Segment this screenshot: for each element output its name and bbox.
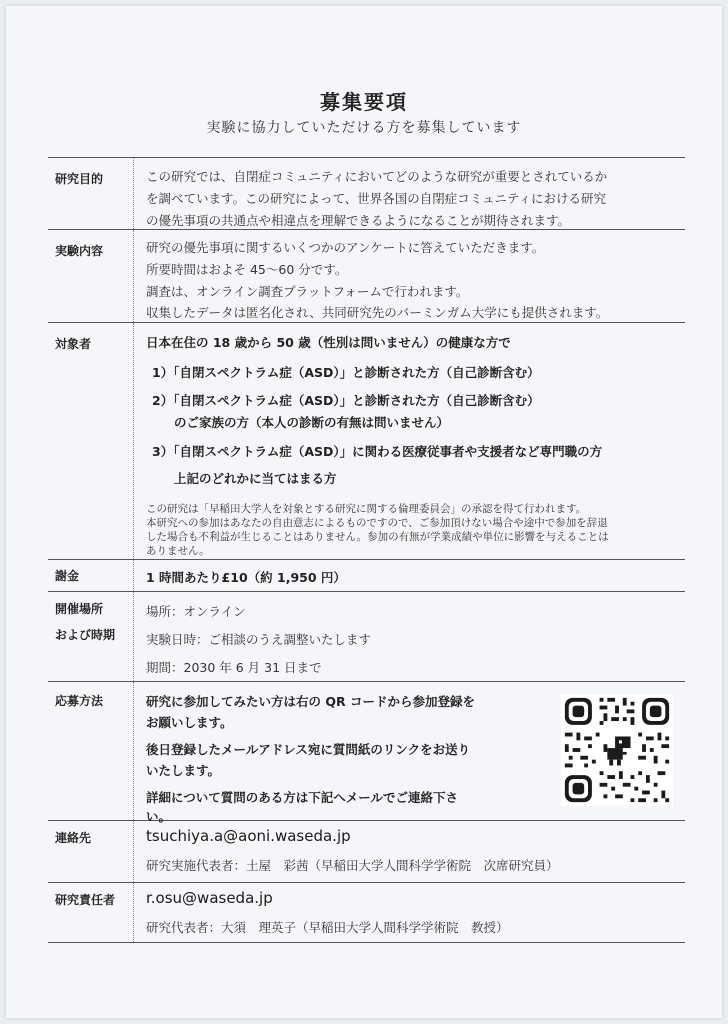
- ethics-note: 本研究への参加はあなたの自由意志によるものですので、ご参加頂けない場合や途中で参加を辞退: [146, 517, 608, 529]
- label-venue-line2: および時期: [55, 628, 116, 642]
- label-content: 実験内容: [48, 230, 134, 322]
- target-item: 1）「自閉スペクトラム症（ASD）」と診断された方（自己診断含む）: [152, 365, 540, 380]
- label-venue: [48, 592, 134, 681]
- row-apply: [48, 682, 685, 824]
- label-contact: 連絡先: [48, 821, 134, 882]
- row-target: [48, 323, 685, 560]
- venue-place: 場所：オンライン: [146, 604, 246, 619]
- apply-line: 詳細について質問のある方は下記へメールでご連絡下さ: [146, 790, 459, 805]
- label-venue-line1: 開催場所: [55, 602, 104, 616]
- reward-content: [146, 560, 681, 591]
- venue-date: 実験日時：ご相談のうえ調整いたします: [146, 632, 372, 647]
- apply-line: い。: [146, 809, 172, 824]
- apply-line: いたします。: [146, 763, 221, 778]
- reward-text: 1 時間あたり£10（約 1,950 円）: [146, 570, 346, 585]
- row-contact: [48, 821, 685, 883]
- responsible-person: 研究代表者：大須 理英子（早稲田大学人間科学学術院 教授）: [146, 920, 509, 935]
- responsible-email-link[interactable]: r.osu@waseda.jp: [146, 889, 273, 907]
- ethics-note: ありません。: [146, 545, 210, 557]
- content-line: 所要時間はおよそ 45～60 分です。: [146, 262, 348, 277]
- purpose-line: の優先事項の共通点や相違点を理解できるようになることが期待されます。: [146, 213, 571, 228]
- target-intro: 日本在住の 18 歳から 50 歳（性別は問いません）の健康な方で: [146, 335, 511, 350]
- responsible-content: [146, 883, 681, 942]
- experiment-content: [146, 230, 681, 322]
- row-purpose: [48, 158, 685, 230]
- target-item: 3）「自閉スペクトラム症（ASD）」に関わる医療従事者や支援者など専門職の方: [152, 444, 603, 459]
- contact-content: [146, 821, 681, 882]
- label-reward: 謝金: [48, 560, 134, 591]
- row-content: [48, 230, 685, 323]
- apply-content: [146, 682, 681, 824]
- target-item: のご家族の方（本人の診断の有無は問いません）: [174, 415, 450, 430]
- label-purpose: 研究目的: [48, 158, 134, 229]
- row-reward: [48, 560, 685, 592]
- target-item: 2）「自閉スペクトラム症（ASD）」と診断された方（自己診断含む）: [152, 393, 540, 408]
- dino-logo-icon: [600, 733, 635, 768]
- ethics-note: した場合も不利益が生じることはありません。参加の有無が学業成績や単位に影響を与えることは: [146, 531, 609, 543]
- contact-email-link[interactable]: tsuchiya.a@aoni.waseda.jp: [146, 827, 351, 845]
- qr-code[interactable]: [561, 694, 673, 806]
- label-apply: 応募方法: [48, 682, 134, 820]
- row-venue: [48, 592, 685, 682]
- label-target: 対象者: [48, 323, 134, 559]
- ethics-note: この研究は「早稲田大学人を対象とする研究に関する倫理委員会」の承認を得て行われます。: [146, 503, 587, 515]
- page-subtitle: 実験に協力していただける方を募集しています: [206, 120, 522, 136]
- content-line: 収集したデータは匿名化され、共同研究先のバーミンガム大学にも提供されます。: [146, 305, 609, 320]
- venue-content: [146, 592, 681, 681]
- target-content: [146, 323, 681, 559]
- row-responsible: [48, 883, 685, 943]
- apply-line: 研究に参加してみたい方は右の QR コードから参加登録を: [146, 694, 475, 709]
- target-item: 上記のどれかに当てはまる方: [174, 471, 337, 486]
- label-responsible: 研究責任者: [48, 883, 134, 942]
- purpose-content: [146, 158, 681, 229]
- content-line: 研究の優先事項に関するいくつかのアンケートに答えていただきます。: [146, 240, 545, 255]
- contact-person: 研究実施代表者：土屋 彩茜（早稲田大学人間科学学術院 次席研究員）: [146, 858, 559, 873]
- apply-line: 後日登録したメールアドレス宛に質問紙のリンクをお送り: [146, 742, 471, 757]
- page-title: 募集要項: [320, 90, 408, 114]
- purpose-line: この研究では、自閉症コミュニティにおいてどのような研究が重要とされているか: [146, 169, 608, 184]
- content-line: 調査は、オンライン調査プラットフォームで行われます。: [146, 284, 469, 299]
- apply-line: お願いします。: [146, 715, 233, 730]
- venue-period: 期間：2030 年 6 月 31 日まで: [146, 660, 322, 675]
- purpose-line: を調べています。この研究によって、世界各国の自閉症コミュニティにおける研究: [146, 191, 607, 206]
- info-table: [48, 157, 685, 943]
